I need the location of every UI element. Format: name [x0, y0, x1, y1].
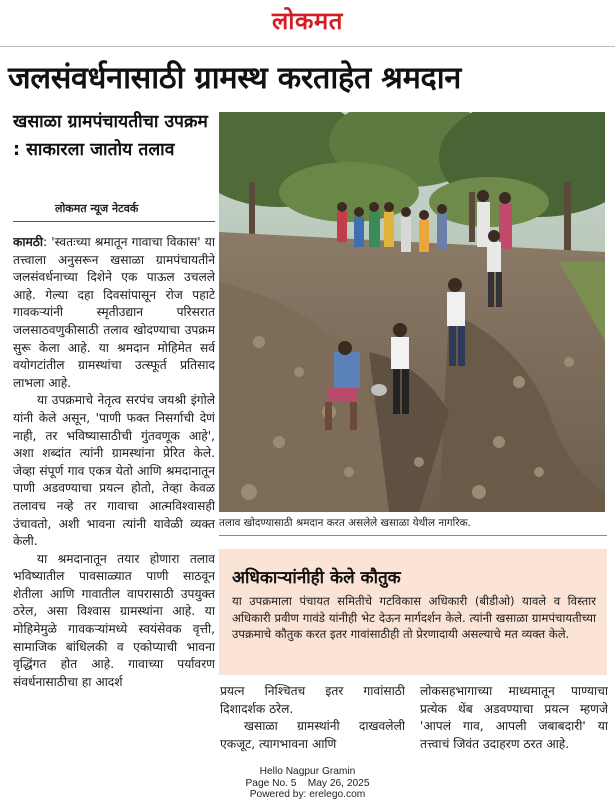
masthead-divider: [0, 46, 615, 47]
article-paragraph: या उपक्रमाचे नेतृत्व सरपंच जयश्री इंगोले यांनी केले असून, 'पाणी फक्त निसर्गाची देणं नाही, तर भविष्यासाठीची गुंतवणूक आहे', अशा शब्दांत त्यांनी ग्रामस्थांना प्रेरित केले. जेव्हा संपूर्ण गाव एकत्र येतो आणि श्रमदानातून पाणी अडवण्याचा प्रयत्न होतो, तेव्हा केवळ तलावच नव्हे तर गावाचा आत्मविश्वासही उंचावतो, अशी भावना त्यांनी यावेळी व्यक्त केली.: [13, 393, 215, 549]
villagers-digging-photo: [219, 112, 605, 512]
article-paragraph: खसाळा ग्रामस्थांनी दाखवलेली एकजूट, त्यागभावना आणि: [220, 719, 405, 751]
caption-divider: [219, 535, 607, 536]
article-column-2: [220, 683, 405, 753]
article-headline: जलसंवर्धनासाठी ग्रामस्थ करताहेत श्रमदान: [8, 61, 461, 96]
article-byline: लोकमत न्यूज नेटवर्क: [55, 202, 139, 215]
article-paragraph: या श्रमदानातून तयार होणारा तलाव भविष्यातील पावसाळ्यात पाणी साठवून शेतीला आणि गावातील वापरासाठी उपयुक्त ठरेल, असा विश्वास ग्रामस्थांना आहे. या मोहिमेमुळे गावकऱ्यांमध्ये स्वयंसेवक वृत्ती, सामाजिक बांधिलकी व एकोप्याची भावना वृद्धिंगत होत आहे. गावाच्या पर्यावरण संवर्धनासाठीचा हा आदर्श: [13, 551, 215, 689]
footer-edition: Hello Nagpur Gramin: [259, 766, 356, 777]
article-dateline: कामठी: [13, 235, 44, 249]
article-paragraph: [13, 234, 215, 392]
footer-page-date: Page No. 5 May 26, 2025: [245, 777, 370, 789]
paragraph-text: : 'स्वतःच्या श्रमातून गावाचा विकास' या तत्त्वाला अनुसरून खसाळा ग्रामपंचायतीने जलसंवर्धनाच्या दिशेने एक पाऊल उचलले आहे. गेल्या दहा दिवसांपासून रोज पहाटे गावकऱ्यांनी स्मृतीउद्यान परिसरात जलसाठवणुकीसाठी तलाव खोदण्याचा उपक्रम सुरू केला आहे. या श्रमदान मोहिमेत सर्व वयोगटांतील ग्रामस्थांचा उत्स्फूर्त प्रतिसाद लाभला आहे.: [13, 235, 215, 390]
article-photo: [219, 112, 605, 512]
byline-divider: [13, 221, 215, 222]
article-paragraph: प्रयत्न निश्चितच इतर गावांसाठी दिशादर्शक ठरेल.: [220, 684, 405, 716]
sidebar-box-title: अधिकाऱ्यांनीही केले कौतुक: [232, 568, 401, 588]
article-column-1: [13, 234, 215, 754]
page-footer: [0, 766, 615, 801]
footer-powered-by: Powered by: erelego.com: [249, 789, 366, 800]
article-paragraph: लोकसहभागाच्या माध्यमातून पाण्याचा प्रत्येक थेंब अडवण्याचा प्रयत्न म्हणजे 'आपलं गाव, आपली जबाबदारी' या तत्त्वाचं जिवंत उदाहरण ठरत आहे.: [420, 684, 608, 751]
article-subheadline: खसाळा ग्रामपंचायतीचा उपक्रम : साकारला जातोय तलाव: [13, 112, 208, 160]
sidebar-box-text: या उपक्रमाला पंचायत समितीचे गटविकास अधिकारी (बीडीओ) यावले व विस्तार अधिकारी प्रवीण गावंडे यांनीही भेट देऊन मार्गदर्शन केले. त्यांनी खसाळा ग्रामपंचायतीच्या उपक्रमाचे कौतुक करत इतर गावांसाठीही तो प्रेरणादायी असल्याचे मत व्यक्त केले.: [232, 594, 596, 642]
article-column-3: [420, 683, 608, 753]
photo-caption: तलाव खोदण्यासाठी श्रमदान करत असलेले खसाळा येथील नागरिक.: [219, 517, 471, 529]
masthead-logo: लोकमत: [272, 6, 343, 35]
